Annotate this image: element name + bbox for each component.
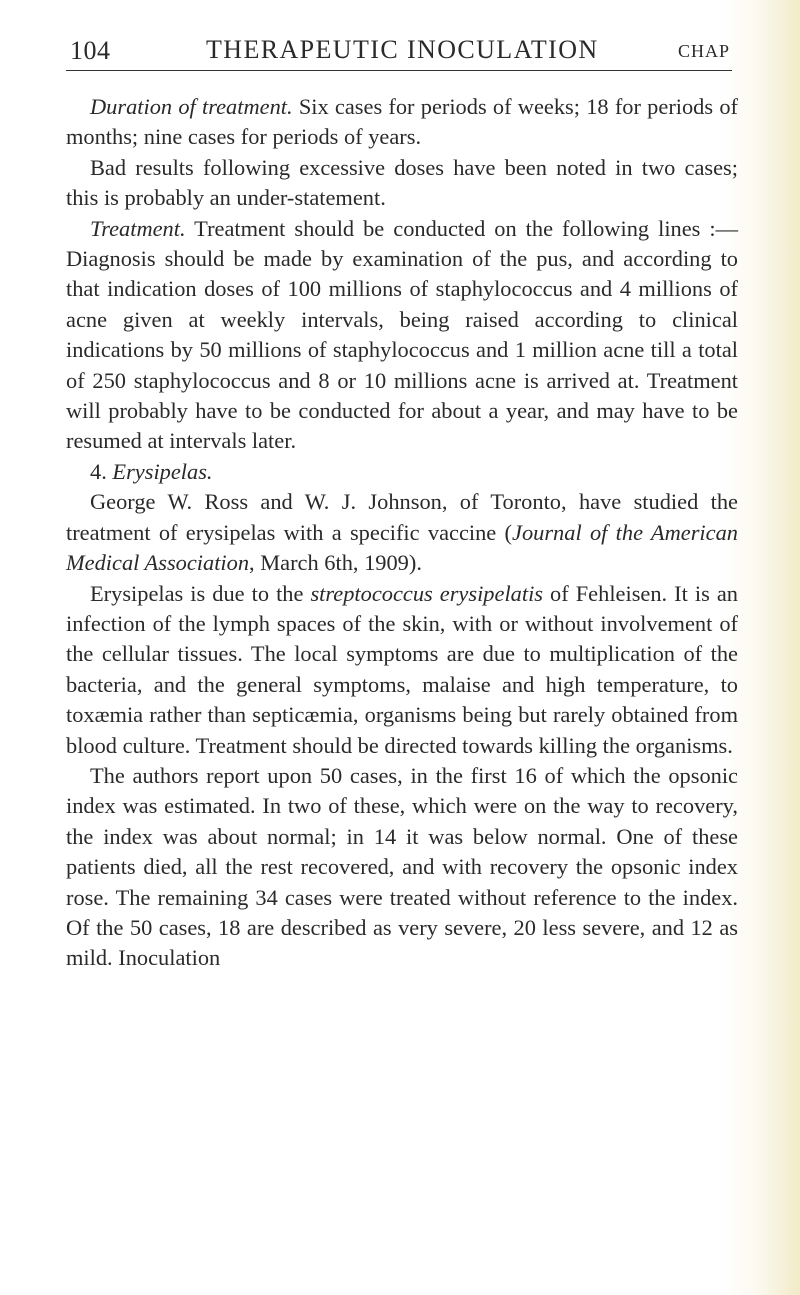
book-page [66, 26, 738, 974]
cause-text-after: of Fehleisen. It is an infection of the lymph spaces of the skin, with or without involvement of the cellular tissues. The local symptoms are due to multiplication of the bacteria, and the general symptoms, malaise and high temperature, to toxæmia rather than septicæmia, organisms being but rarely obtained from blood culture. Treatment should be directed towards killing the organisms. [66, 580, 738, 758]
bad-results-text: Bad results following excessive doses have been noted in two cases; this is probably an under-statement. [66, 154, 738, 211]
treatment-label: Treatment. [90, 215, 186, 241]
page-number: 104 [70, 36, 111, 65]
body-text [66, 92, 738, 974]
organism-name: streptococcus erysipelatis [310, 580, 544, 606]
journal-title: Journal of the American Medical Association [66, 519, 738, 576]
chapter-label: CHAP [677, 41, 730, 61]
paragraph-study [66, 487, 738, 578]
section-title: Erysipelas. [112, 458, 213, 484]
duration-label: Duration of treatment. [90, 94, 293, 119]
paragraph-cause [66, 579, 738, 761]
section-heading-erysipelas [66, 457, 738, 487]
running-header [66, 26, 732, 71]
section-number: 4. [90, 458, 107, 484]
cause-text-before: Erysipelas is due to the [90, 580, 311, 606]
treatment-text: Treatment should be conducted on the following lines :—Diagnosis should be made by examination of the pus, and according to that indication doses of 100 millions of staphylococcus and 4 millions of acne given at weekly intervals, being raised according to clinical indications by 50 millions of staphylococcus and 1 million acne till a total of 250 staphylococcus and 8 or 10 millions acne is arrived at. Treatment will probably have to be conducted for about a year, and may have to be resumed at intervals later. [66, 215, 738, 454]
paragraph-report [66, 761, 738, 974]
paragraph-bad-results [66, 153, 738, 214]
paragraph-duration [66, 92, 738, 153]
paragraph-treatment [66, 214, 738, 457]
duration-text: Six cases for periods of weeks; 18 for periods of months; nine cases for periods of years. [66, 94, 738, 150]
report-text: The authors report upon 50 cases, in the first 16 of which the opsonic index was estimated. In two of these, which were on the way to recovery, the index was about normal; in 14 it was below normal. One of these patients died, all the rest recovered, and with recovery the opsonic index rose. The remaining 34 cases were treated without reference to the index. Of the 50 cases, 18 are described as very severe, 20 less severe, and 12 as mild. Inoculation [66, 762, 738, 971]
study-text-after: , March 6th, 1909). [249, 550, 422, 576]
running-title: THERAPEUTIC INOCULATION [206, 35, 599, 64]
study-text-before: George W. Ross and W. J. Johnson, of Toronto, have studied the treatment of erysipelas with a specific vaccine ( [66, 489, 738, 545]
